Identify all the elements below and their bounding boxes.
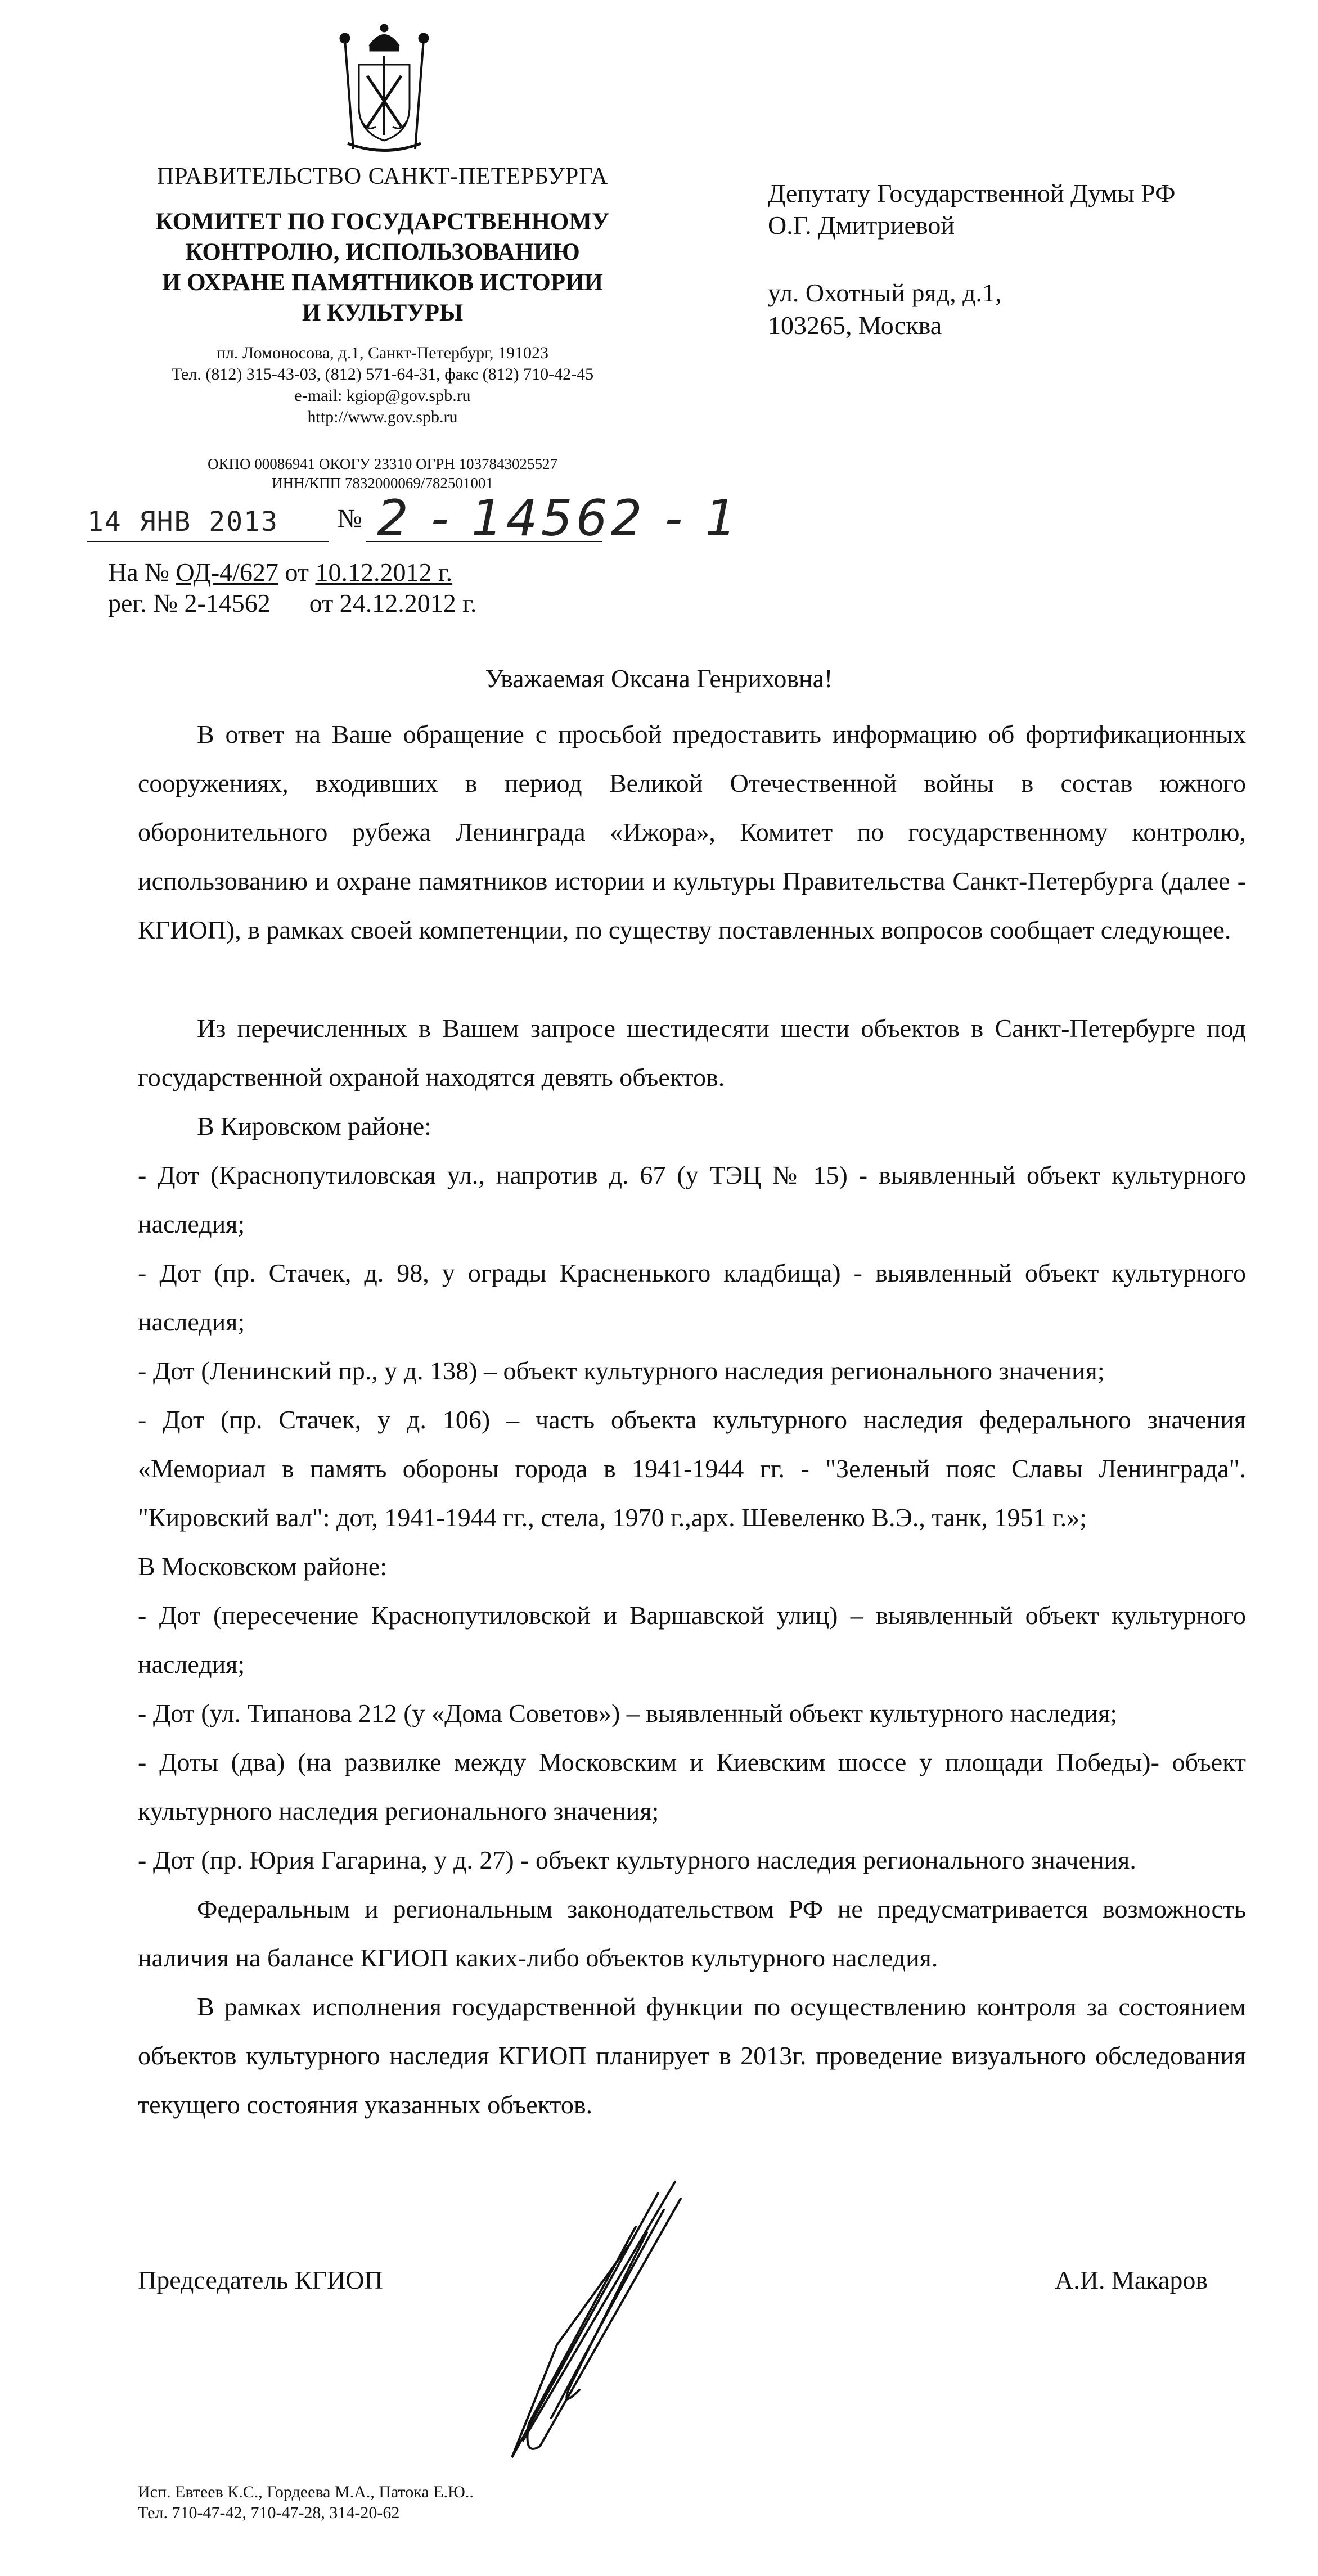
recipient-line-4: 103265, Москва [768, 311, 942, 340]
committee-email: e-mail: kgiop@gov.spb.ru [294, 386, 471, 405]
reference-number: ОД-4/627 [176, 558, 278, 587]
list-item: - Дот (пр. Стачек, у д. 106) – часть объекта культурного наследия федерального значения «Мемориал в память обороны города в 1941-1944 гг. - "Зеленый пояс Славы Ленинграда". "Кировский вал": дот, 1941-1944 гг., стела, 1970 г.,арх. Шевеленко В.Э., танк, 1951 г.»; [138, 1405, 1246, 1532]
list-item: - Доты (два) (на развилке между Московским и Киевским шоссе у площади Победы)- объект культурного наследия регионального значения; [138, 1748, 1246, 1825]
committee-name-line-2: КОНТРОЛЮ, ИСПОЛЬЗОВАНИЮ [185, 239, 580, 265]
paragraph-1: В ответ на Ваше обращение с просьбой предоставить информацию об фортификационных сооружениях, входивших в период Великой Отечественной войны в состав южного оборонительного рубежа Ленинграда «Ижора», Комитет по государственному контролю, использованию и охране памятников истории и культуры Правительства Санкт-Петербурга (далее - КГИОП), в рамках своей компетенции, по существу поставленных вопросов сообщает следующее. [138, 720, 1246, 944]
signatory-title: Председатель КГИОП [138, 2266, 383, 2294]
handwritten-outgoing-number: 2 - 14562 - 1 [377, 489, 740, 547]
list-item: - Дот (Ленинский пр., у д. 138) – объект культурного наследия регионального значения; [138, 1356, 1105, 1385]
reference-line [108, 557, 452, 588]
registry-codes-line-2: ИНН/КПП 7832000069/782501001 [272, 475, 493, 491]
committee-website: http://www.gov.spb.ru [307, 408, 458, 426]
government-name: ПРАВИТЕЛЬСТВО САНКТ-ПЕТЕРБУРГА [156, 164, 609, 190]
signatory-name: А.И. Макаров [1055, 2266, 1208, 2294]
list-item: - Дот (пр. Юрия Гагарина, у д. 27) - объект культурного наследия регионального значения. [138, 1846, 1136, 1874]
date-underline [87, 541, 329, 542]
recipient-line-3: ул. Охотный ряд, д.1, [768, 278, 1002, 307]
coat-of-arms-emblem [331, 22, 438, 157]
list-item: - Дот (Краснопутиловская ул., напротив д. 67 (у ТЭЦ № 15) - выявленный объект культурного наследия; [138, 1161, 1246, 1238]
paragraph-3: Федеральным и региональным законодательством РФ не предусматривается возможность наличия на балансе КГИОП каких-либо объектов культурного наследия. [138, 1894, 1246, 1972]
committee-name-line-4: И КУЛЬТУРЫ [302, 300, 464, 326]
registration-line: рег. № 2-14562 от 24.12.2012 г. [108, 589, 477, 617]
executor-phones: Тел. 710-47-42, 710-47-28, 314-20-62 [138, 2503, 400, 2522]
paragraph-4: В рамках исполнения государственной функции по осуществлению контроля за состоянием объектов культурного наследия КГИОП планирует в 2013г. проведение визуального обследования текущего состояния указанных объектов. [138, 1992, 1246, 2119]
salutation: Уважаемая Оксана Генриховна! [485, 664, 833, 693]
stamp-date: 14 ЯНВ 2013 [87, 506, 278, 538]
committee-name-line-3: И ОХРАНЕ ПАМЯТНИКОВ ИСТОРИИ [162, 269, 603, 296]
number-sign: № [338, 504, 362, 533]
list-item: - Дот (ул. Типанова 212 (у «Дома Советов») – выявленный объект культурного наследия; [138, 1699, 1118, 1727]
moscow-district-heading: В Московском районе: [138, 1552, 387, 1581]
reference-prefix: На № [108, 558, 176, 587]
kirov-district-heading: В Кировском районе: [197, 1112, 431, 1140]
paragraph-2: Из перечисленных в Вашем запросе шестидесяти шести объектов в Санкт-Петербурге под государственной охраной находятся девять объектов. [138, 1014, 1246, 1091]
recipient-line-2: О.Г. Дмитриевой [768, 211, 955, 240]
recipient-line-1: Депутату Государственной Думы РФ [768, 179, 1176, 207]
reference-from: от [278, 558, 316, 587]
number-underline [366, 541, 602, 542]
executors: Исп. Евтеев К.С., Гордеева М.А., Патока Е.Ю.. [138, 2483, 474, 2501]
registry-codes-line-1: ОКПО 00086941 ОКОГУ 23310 ОГРН 1037843025527 [208, 455, 557, 472]
committee-phones: Тел. (812) 315-43-03, (812) 571-64-31, факс (812) 710-42-45 [171, 365, 594, 384]
list-item: - Дот (пересечение Краснопутиловской и Варшавской улиц) – выявленный объект культурного наследия; [138, 1601, 1246, 1679]
reference-date: 10.12.2012 г. [315, 558, 453, 587]
committee-name-line-1: КОМИТЕТ ПО ГОСУДАРСТВЕННОМУ [155, 209, 610, 235]
handwritten-signature [489, 2176, 703, 2469]
committee-address: пл. Ломоносова, д.1, Санкт-Петербург, 191023 [216, 344, 549, 362]
list-item: - Дот (пр. Стачек, д. 98, у ограды Красненького кладбища) - выявленный объект культурного наследия; [138, 1258, 1246, 1336]
